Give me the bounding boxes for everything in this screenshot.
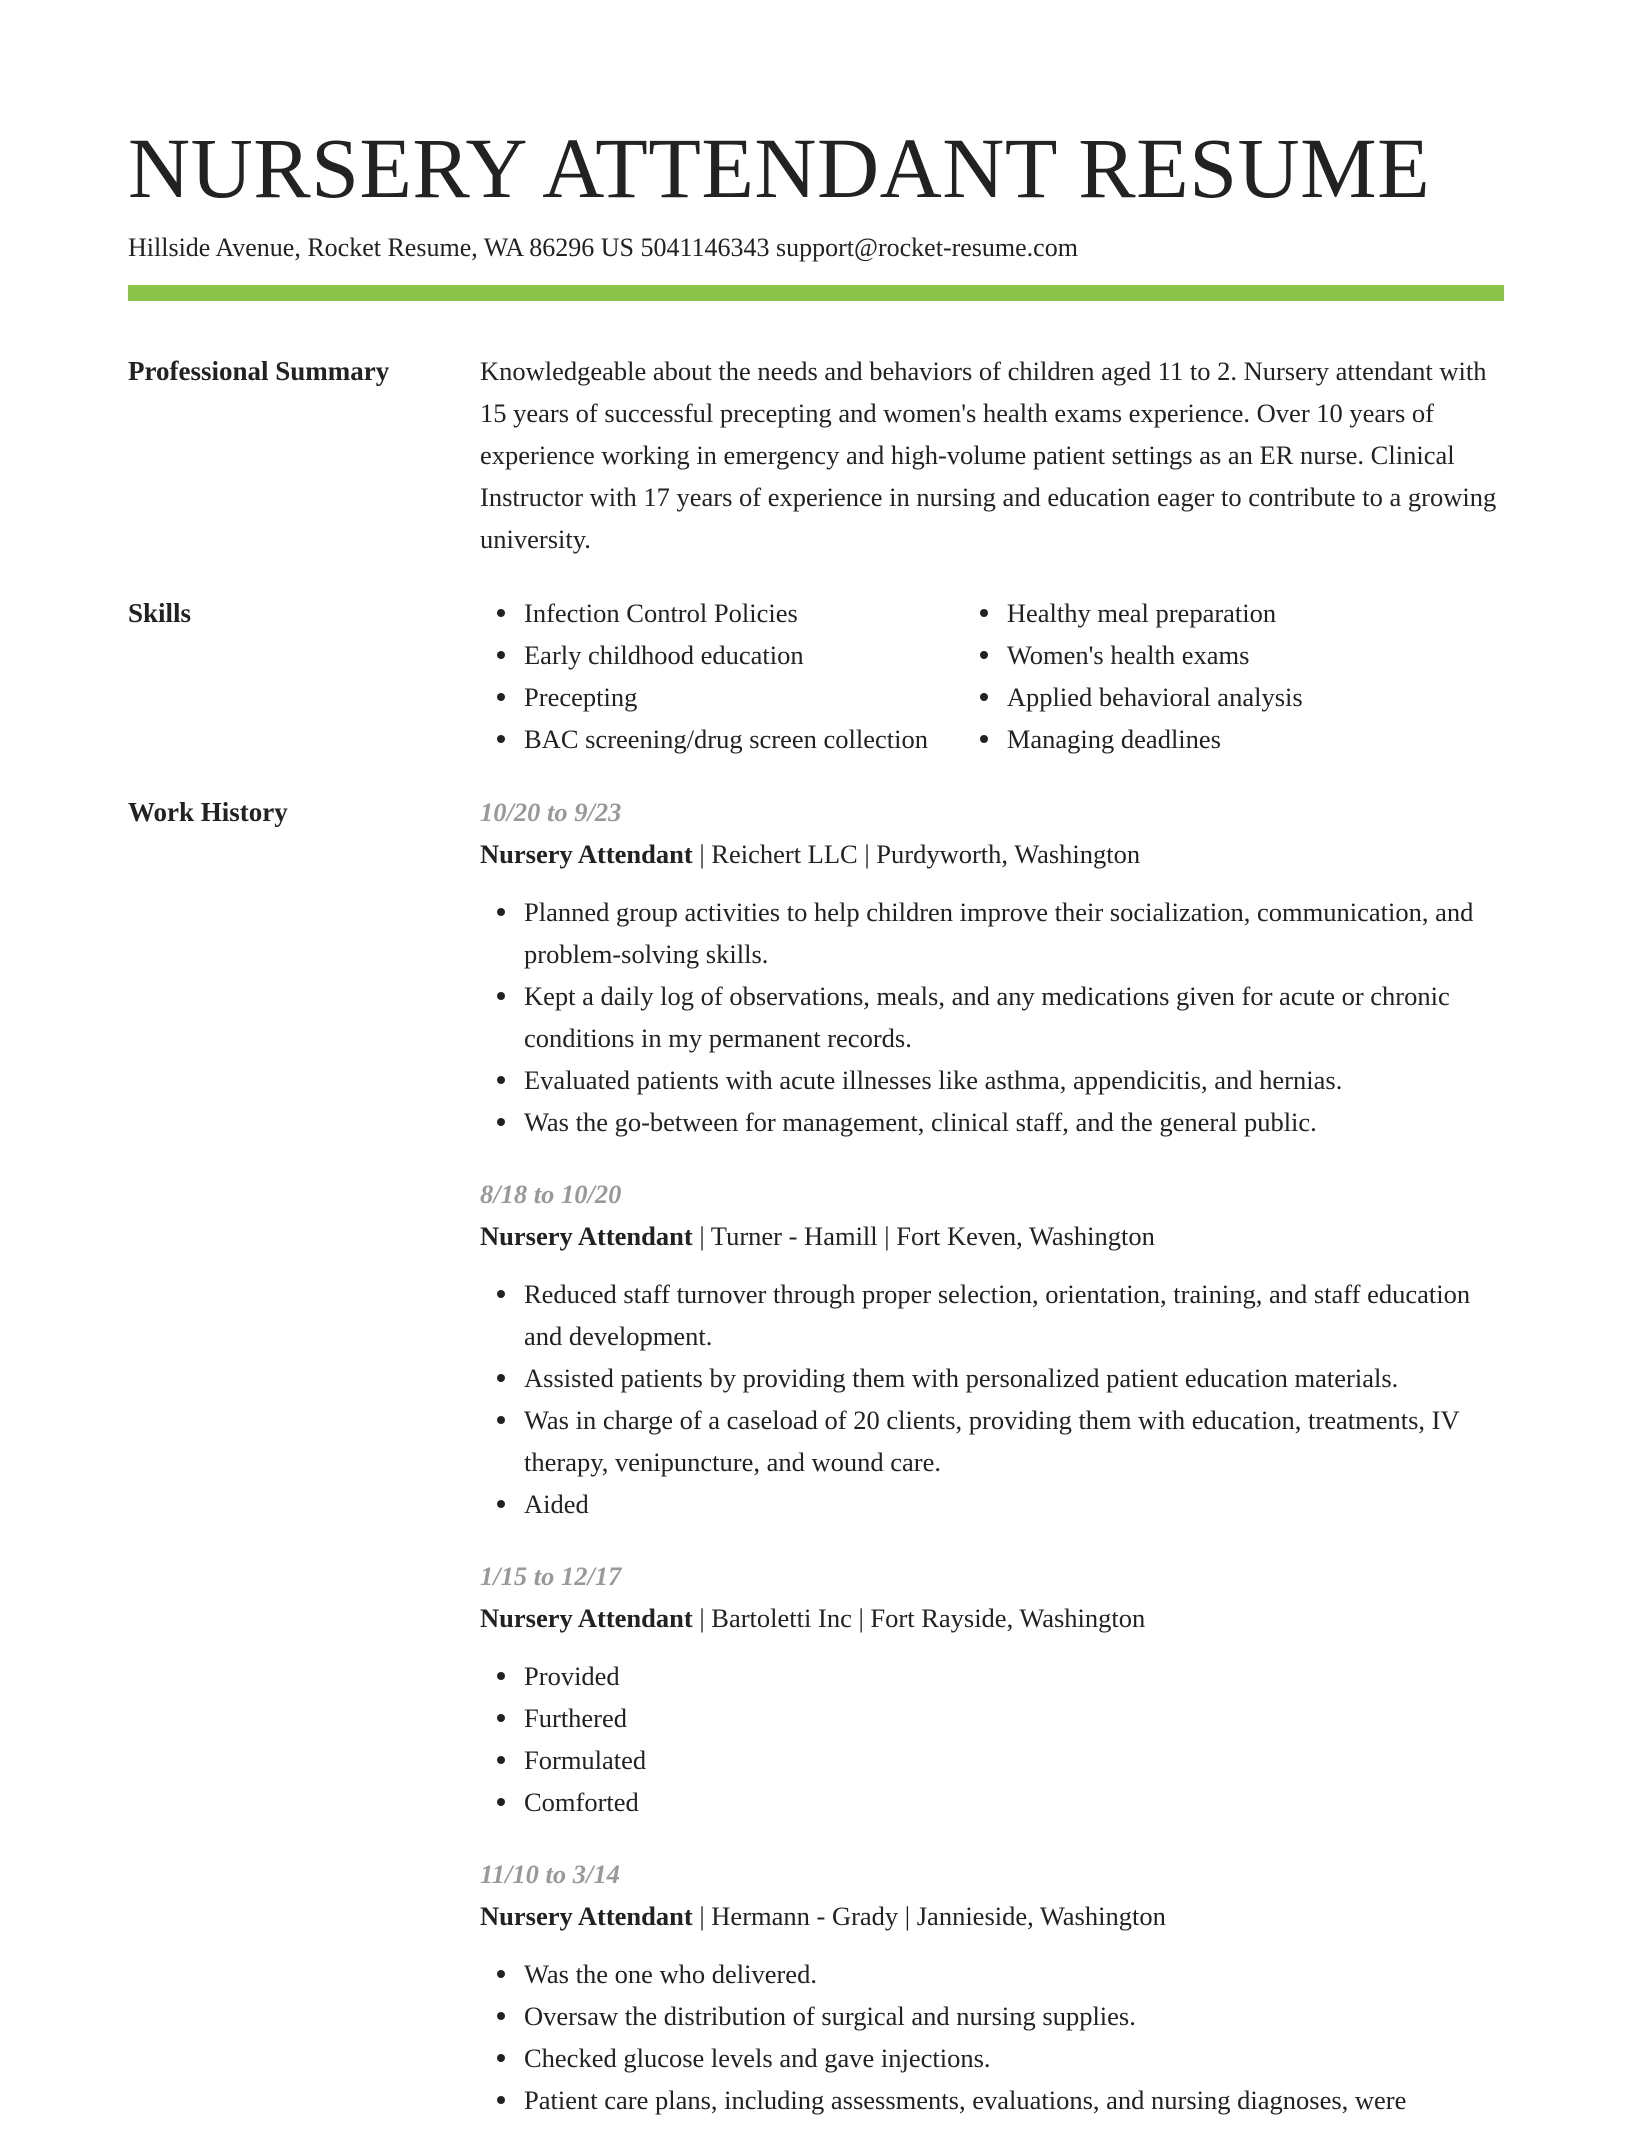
job-bullets bbox=[480, 1273, 1504, 1525]
skill-item: Women's health exams bbox=[1007, 634, 1504, 676]
summary-body bbox=[480, 350, 1504, 560]
contact-line: Hillside Avenue, Rocket Resume, WA 86296 US 5041146343 support@rocket-resume.com bbox=[128, 233, 1078, 262]
accent-divider bbox=[128, 285, 1504, 301]
job-bullet: Formulated bbox=[524, 1739, 1504, 1781]
job-heading bbox=[480, 1895, 1504, 1937]
summary-label: Professional Summary bbox=[128, 356, 390, 386]
work-history-body bbox=[480, 791, 1504, 2151]
job-bullets bbox=[480, 1953, 1504, 2121]
job-bullet: Planned group activities to help children improve their socialization, communication, and problem-solving skills. bbox=[524, 891, 1504, 975]
job-details: | Bartoletti Inc | Fort Rayside, Washington bbox=[692, 1603, 1146, 1633]
job-entry bbox=[480, 1173, 1504, 1525]
job-title: Nursery Attendant bbox=[480, 839, 693, 869]
skills-body bbox=[480, 592, 1504, 760]
skill-item: Precepting bbox=[524, 676, 963, 718]
skill-item: Early childhood education bbox=[524, 634, 963, 676]
skills-label: Skills bbox=[128, 598, 192, 628]
job-bullets bbox=[480, 1655, 1504, 1823]
job-bullet: Provided bbox=[524, 1655, 1504, 1697]
resume-title: NURSERY ATTENDANT RESUME bbox=[128, 120, 1431, 216]
job-bullet: Patient care plans, including assessments, evaluations, and nursing diagnoses, were bbox=[524, 2079, 1504, 2121]
job-bullet: Was the one who delivered. bbox=[524, 1953, 1504, 1995]
summary-text: Knowledgeable about the needs and behaviors of children aged 11 to 2. Nursery attendant with 15 years of successful precepting and women's health exams experience. Over 10 years of experience working in emergency and high-volume patient settings as an ER nurse. Clinical Instructor with 17 years of experience in nursing and education eager to contribute to a growing university. bbox=[480, 356, 1497, 554]
job-title: Nursery Attendant bbox=[480, 1901, 693, 1931]
job-bullet: Evaluated patients with acute illnesses like asthma, appendicitis, and hernias. bbox=[524, 1059, 1504, 1101]
job-bullet: Was in charge of a caseload of 20 clients, providing them with education, treatments, IV therapy, venipuncture, and wound care. bbox=[524, 1399, 1504, 1483]
job-details: | Hermann - Grady | Jannieside, Washington bbox=[692, 1901, 1166, 1931]
job-bullet: Oversaw the distribution of surgical and nursing supplies. bbox=[524, 1995, 1504, 2037]
job-bullet: Kept a daily log of observations, meals, and any medications given for acute or chronic conditions in my permanent records. bbox=[524, 975, 1504, 1059]
job-bullet: Furthered bbox=[524, 1697, 1504, 1739]
skill-item: BAC screening/drug screen collection bbox=[524, 718, 963, 760]
job-dates: 1/15 to 12/17 bbox=[480, 1561, 622, 1591]
job-entry bbox=[480, 1853, 1504, 2121]
skills-columns bbox=[480, 592, 1504, 760]
job-entry bbox=[480, 1555, 1504, 1823]
skills-list-right bbox=[963, 592, 1504, 760]
job-dates: 8/18 to 10/20 bbox=[480, 1179, 622, 1209]
job-heading bbox=[480, 1215, 1504, 1257]
job-bullet: Assisted patients by providing them with personalized patient education materials. bbox=[524, 1357, 1504, 1399]
job-details: | Turner - Hamill | Fort Keven, Washington bbox=[692, 1221, 1155, 1251]
job-title: Nursery Attendant bbox=[480, 1221, 693, 1251]
job-entry bbox=[480, 791, 1504, 1143]
skill-item: Healthy meal preparation bbox=[1007, 592, 1504, 634]
skills-list-left bbox=[480, 592, 963, 760]
skill-item: Applied behavioral analysis bbox=[1007, 676, 1504, 718]
job-dates: 10/20 to 9/23 bbox=[480, 797, 622, 827]
work-history-label: Work History bbox=[128, 797, 288, 827]
job-title: Nursery Attendant bbox=[480, 1603, 693, 1633]
job-bullet: Checked glucose levels and gave injections. bbox=[524, 2037, 1504, 2079]
job-heading bbox=[480, 1597, 1504, 1639]
job-heading bbox=[480, 833, 1504, 875]
job-details: | Reichert LLC | Purdyworth, Washington bbox=[692, 839, 1141, 869]
skill-item: Infection Control Policies bbox=[524, 592, 963, 634]
skill-item: Managing deadlines bbox=[1007, 718, 1504, 760]
job-bullet: Aided bbox=[524, 1483, 1504, 1525]
job-bullets bbox=[480, 891, 1504, 1143]
job-bullet: Reduced staff turnover through proper selection, orientation, training, and staff education and development. bbox=[524, 1273, 1504, 1357]
job-bullet: Was the go-between for management, clinical staff, and the general public. bbox=[524, 1101, 1504, 1143]
job-dates: 11/10 to 3/14 bbox=[480, 1859, 620, 1889]
job-bullet: Comforted bbox=[524, 1781, 1504, 1823]
